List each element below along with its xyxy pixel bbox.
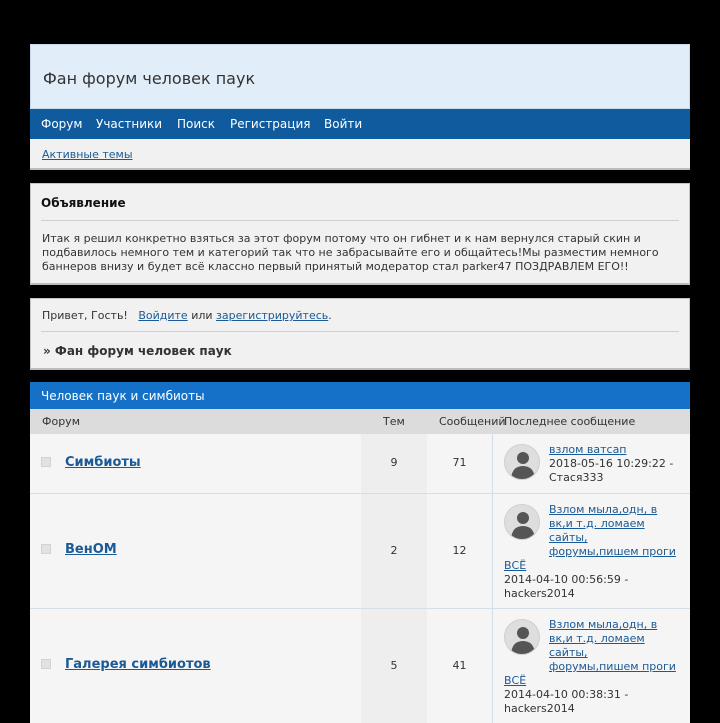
category-header — [30, 382, 690, 409]
col-forum: Форум — [42, 415, 80, 428]
last-post-date: 2018-05-16 10:29:22 - — [549, 457, 674, 470]
forum-title-link[interactable]: ВенОМ — [65, 542, 117, 557]
period-text: . — [328, 309, 332, 322]
topics-count: 5 — [390, 659, 398, 672]
last-post-info — [504, 503, 680, 601]
register-link[interactable]: зарегистрируйтесь — [216, 309, 329, 322]
welcome-box — [30, 298, 690, 370]
announcement-text: Итак я решил конкретно взяться за этот форум потому что он гибнет и к нам вернулся старый скин и подбавилось немного тем и категорий так что не забрасывайте его и общайтесь!Мы разместим немного баннеров внизу и будет всё классно первый принятый модератор стал parker47 ПОЗДРАВЛЕМ ЕГО!! — [42, 232, 659, 273]
sub-nav — [30, 139, 690, 170]
last-post-date: 2014-04-10 00:38:31 - — [504, 688, 629, 701]
last-post-link[interactable]: Взлом мыла,одн, в вк,и т.д. ломаем сайты, форумы,пишем проги — [549, 503, 676, 558]
last-post-info — [504, 618, 680, 716]
main-nav — [30, 109, 690, 139]
topics-count: 9 — [390, 456, 398, 469]
posts-count: 12 — [452, 544, 467, 557]
or-text: или — [191, 309, 213, 322]
last-post-link-tail[interactable]: ВСЁ — [504, 674, 527, 687]
nav-login[interactable]: Войти — [324, 117, 363, 131]
last-post-info — [504, 443, 680, 485]
welcome-line — [42, 309, 332, 322]
forum-header — [30, 44, 690, 109]
category-title[interactable]: Человек паук и симбиоты — [41, 389, 205, 403]
forum-row — [30, 493, 690, 608]
nav-members[interactable]: Участники — [96, 117, 163, 131]
greeting-text: Привет, Гость! — [42, 309, 128, 322]
last-post-user: hackers2014 — [504, 587, 575, 600]
last-post-user: hackers2014 — [504, 702, 575, 715]
nav-search[interactable]: Поиск — [177, 117, 216, 131]
col-last-post: Последнее сообщение — [504, 415, 636, 428]
nav-register[interactable]: Регистрация — [230, 117, 311, 131]
forum-title-link[interactable]: Симбиоты — [65, 455, 141, 470]
forum-title-link[interactable]: Галерея симбиотов — [65, 657, 211, 672]
col-topics: Тем — [383, 415, 405, 428]
nav-forum[interactable]: Форум — [41, 117, 83, 131]
forum-status-icon — [41, 457, 51, 467]
posts-count: 41 — [452, 659, 467, 672]
forum-status-icon — [41, 659, 51, 669]
announcement-title: Объявление — [41, 196, 126, 210]
last-post-link[interactable]: взлом ватсап — [549, 443, 627, 456]
announcement-box — [30, 183, 690, 285]
topics-count: 2 — [390, 544, 398, 557]
last-post-date: 2014-04-10 00:56:59 - — [504, 573, 629, 586]
login-link[interactable]: Войдите — [138, 309, 188, 322]
divider — [41, 220, 679, 221]
last-post-link[interactable]: Взлом мыла,одн, в вк,и т.д. ломаем сайты, форумы,пишем проги — [549, 618, 676, 673]
last-post-link-tail[interactable]: ВСЁ — [504, 559, 527, 572]
forum-status-icon — [41, 544, 51, 554]
forum-row — [30, 608, 690, 723]
forum-row — [30, 433, 690, 493]
col-posts: Сообщений — [439, 415, 506, 428]
active-topics-link[interactable]: Активные темы — [42, 148, 133, 161]
last-post-user: Стася333 — [549, 471, 604, 484]
breadcrumb: » Фан форум человек паук — [43, 344, 232, 358]
divider — [41, 331, 679, 332]
posts-count: 71 — [452, 456, 467, 469]
column-headers — [30, 409, 690, 433]
site-title[interactable]: Фан форум человек паук — [43, 69, 256, 88]
